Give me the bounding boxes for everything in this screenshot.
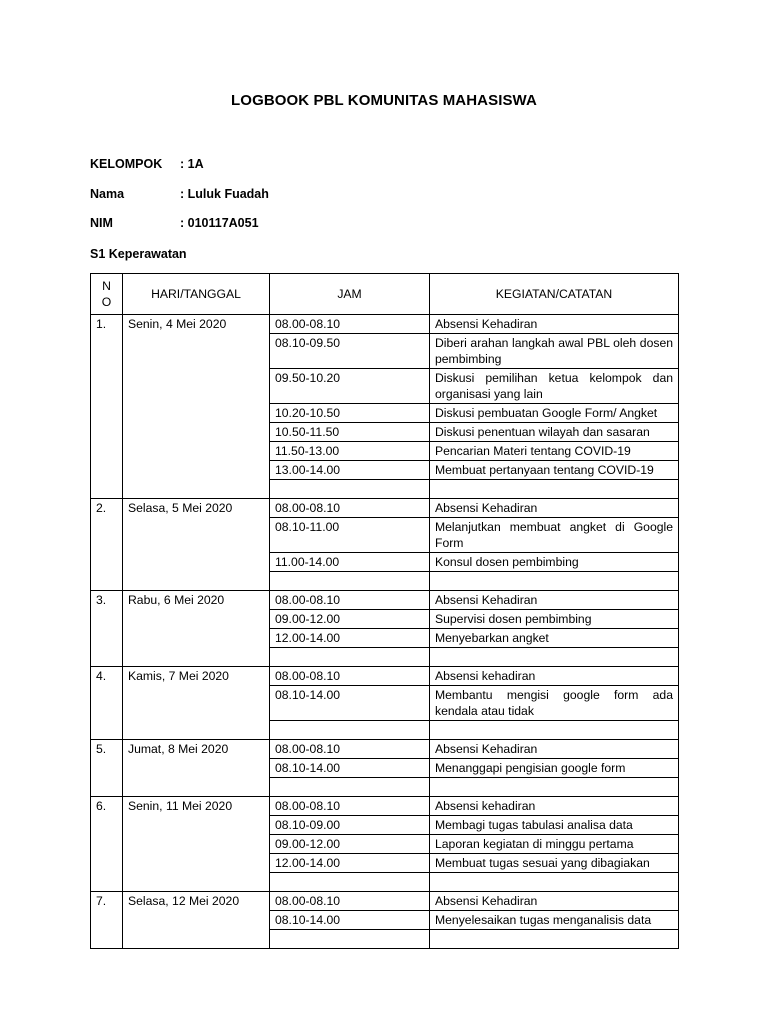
entry-time: 08.10-14.00 — [270, 759, 430, 778]
day-number: 7. — [91, 892, 123, 949]
day-number: 5. — [91, 740, 123, 797]
entry-time — [270, 480, 430, 499]
table-row — [91, 892, 679, 911]
table-body — [91, 315, 679, 949]
entry-time: 09.50-10.20 — [270, 369, 430, 404]
entry-activity: Membagi tugas tabulasi analisa data — [430, 816, 679, 835]
entry-time: 11.00-14.00 — [270, 553, 430, 572]
entry-activity: Laporan kegiatan di minggu pertama — [430, 835, 679, 854]
day-number: 3. — [91, 591, 123, 667]
day-date: Kamis, 7 Mei 2020 — [123, 667, 270, 740]
entry-activity: Konsul dosen pembimbing — [430, 553, 679, 572]
entry-activity: Menanggapi pengisian google form — [430, 759, 679, 778]
entry-activity: Diskusi penentuan wilayah dan sasaran — [430, 423, 679, 442]
entry-activity — [430, 873, 679, 892]
entry-activity — [430, 778, 679, 797]
entry-time: 10.20-10.50 — [270, 404, 430, 423]
entry-activity: Diskusi pembuatan Google Form/ Angket — [430, 404, 679, 423]
entry-time: 12.00-14.00 — [270, 854, 430, 873]
day-date: Senin, 4 Mei 2020 — [123, 315, 270, 499]
entry-time: 08.10-09.00 — [270, 816, 430, 835]
nama-label: Nama — [90, 187, 125, 201]
entry-time: 10.50-11.50 — [270, 423, 430, 442]
table-row — [91, 740, 679, 759]
entry-time: 08.10-14.00 — [270, 911, 430, 930]
day-number: 1. — [91, 315, 123, 499]
table-row — [91, 315, 679, 334]
entry-time — [270, 873, 430, 892]
entry-time: 08.00-08.10 — [270, 499, 430, 518]
entry-activity — [430, 930, 679, 949]
entry-activity: Absensi Kehadiran — [430, 499, 679, 518]
entry-time — [270, 572, 430, 591]
table-row — [91, 591, 679, 610]
entry-activity: Absensi Kehadiran — [430, 315, 679, 334]
entry-activity: Melanjutkan membuat angket di Google Form — [430, 518, 679, 553]
entry-activity: Absensi Kehadiran — [430, 591, 679, 610]
entry-activity: Membantu mengisi google form ada kendala atau tidak — [430, 686, 679, 721]
day-number: 2. — [91, 499, 123, 591]
day-date: Jumat, 8 Mei 2020 — [123, 740, 270, 797]
entry-activity: Diskusi pemilihan ketua kelompok dan organisasi yang lain — [430, 369, 679, 404]
entry-time: 08.10-14.00 — [270, 686, 430, 721]
document-title: LOGBOOK PBL KOMUNITAS MAHASISWA — [231, 92, 537, 109]
entry-time: 09.00-12.00 — [270, 835, 430, 854]
entry-time: 08.00-08.10 — [270, 892, 430, 911]
header-activity: KEGIATAN/CATATAN — [430, 274, 679, 315]
entry-activity: Membuat pertanyaan tentang COVID-19 — [430, 461, 679, 480]
study-program: S1 Keperawatan — [90, 247, 187, 261]
entry-time: 08.00-08.10 — [270, 740, 430, 759]
kelompok-label: KELOMPOK — [90, 157, 163, 171]
header-no — [91, 274, 123, 315]
nim-label: NIM — [90, 216, 113, 230]
entry-time: 08.00-08.10 — [270, 667, 430, 686]
entry-activity: Diberi arahan langkah awal PBL oleh dosen pembimbing — [430, 334, 679, 369]
entry-activity: Absensi Kehadiran — [430, 740, 679, 759]
nama-row — [90, 187, 269, 201]
table-row — [91, 667, 679, 686]
header-no-line1: N — [102, 279, 111, 293]
entry-time: 13.00-14.00 — [270, 461, 430, 480]
entry-activity: Absensi Kehadiran — [430, 892, 679, 911]
entry-activity: Pencarian Materi tentang COVID-19 — [430, 442, 679, 461]
entry-time — [270, 648, 430, 667]
entry-time: 09.00-12.00 — [270, 610, 430, 629]
entry-activity: Absensi kehadiran — [430, 667, 679, 686]
entry-time — [270, 930, 430, 949]
entry-activity — [430, 648, 679, 667]
header-no-line2: O — [101, 295, 112, 309]
table-row — [91, 499, 679, 518]
nim-value: : 010117A051 — [180, 216, 259, 230]
entry-time — [270, 721, 430, 740]
header-date: HARI/TANGGAL — [123, 274, 270, 315]
entry-activity: Menyebarkan angket — [430, 629, 679, 648]
day-date: Rabu, 6 Mei 2020 — [123, 591, 270, 667]
table-row — [91, 797, 679, 816]
header-time: JAM — [270, 274, 430, 315]
entry-time — [270, 778, 430, 797]
entry-activity: Menyelesaikan tugas menganalisis data — [430, 911, 679, 930]
table-header-row — [91, 274, 679, 315]
entry-time: 08.10-11.00 — [270, 518, 430, 553]
day-date: Selasa, 5 Mei 2020 — [123, 499, 270, 591]
day-number: 4. — [91, 667, 123, 740]
entry-time: 08.10-09.50 — [270, 334, 430, 369]
day-date: Senin, 11 Mei 2020 — [123, 797, 270, 892]
nama-value: : Luluk Fuadah — [180, 187, 269, 201]
entry-time: 08.00-08.10 — [270, 591, 430, 610]
nim-row — [90, 216, 259, 230]
entry-activity: Absensi kehadiran — [430, 797, 679, 816]
entry-activity — [430, 721, 679, 740]
entry-activity — [430, 480, 679, 499]
entry-time: 08.00-08.10 — [270, 797, 430, 816]
entry-time: 08.00-08.10 — [270, 315, 430, 334]
logbook-table — [90, 273, 679, 949]
entry-time: 11.50-13.00 — [270, 442, 430, 461]
entry-time: 12.00-14.00 — [270, 629, 430, 648]
entry-activity: Supervisi dosen pembimbing — [430, 610, 679, 629]
kelompok-value: : 1A — [180, 157, 204, 171]
entry-activity — [430, 572, 679, 591]
entry-activity: Membuat tugas sesuai yang dibagiakan — [430, 854, 679, 873]
kelompok-row — [90, 157, 204, 171]
day-number: 6. — [91, 797, 123, 892]
day-date: Selasa, 12 Mei 2020 — [123, 892, 270, 949]
